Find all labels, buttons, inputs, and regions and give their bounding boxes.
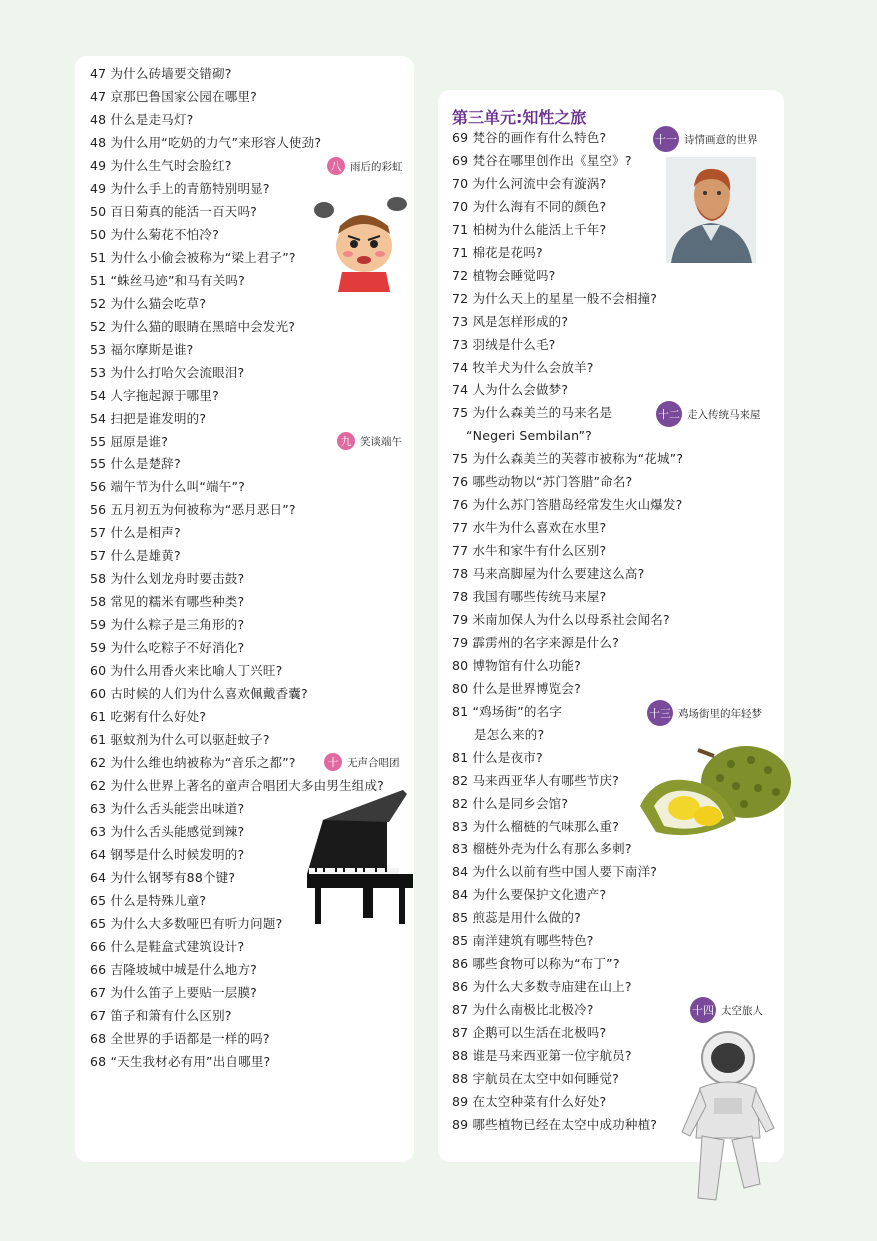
lesson-badge-12 [656,401,761,427]
toc-entry: 76 哪些动物以“苏门答腊”命名? [452,474,633,490]
toc-entry: 82 什么是同乡会馆? [452,795,569,811]
toc-entry: 74 牧羊犬为什么会放羊? [452,359,594,375]
toc-entry: 66 什么是鞋盒式建筑设计? [90,938,245,954]
lesson-badge-14 [690,997,763,1023]
toc-entry: 85 煎蕊是用什么做的? [452,910,581,926]
toc-entry: 是怎么来的? [474,726,545,742]
toc-entry: 89 哪些植物已经在太空中成功种植? [452,1116,658,1132]
toc-entry: 57 什么是雄黄? [90,548,181,564]
lesson-badge-13 [647,700,762,726]
toc-entry: 85 南洋建筑有哪些特色? [452,933,594,949]
toc-entry: 74 人为什么会做梦? [452,382,569,398]
toc-entry: 51 “蛛丝马迹”和马有关吗? [90,272,245,288]
toc-entry: 80 什么是世界博览会? [452,680,581,696]
toc-entry: 54 扫把是谁发明的? [90,410,207,426]
astronaut-icon [680,1028,776,1206]
toc-entry: 50 百日菊真的能活一百天吗? [90,203,258,219]
toc-entry: 68 全世界的手语都是一样的吗? [90,1030,270,1046]
badge-label: 太空旅人 [721,1004,763,1017]
angry-boy-icon [312,196,412,292]
toc-entry: 70 为什么河流中会有漩涡? [452,175,607,191]
toc-entry: 63 为什么舌头能尝出味道? [90,801,245,817]
toc-entry: 80 博物馆有什么功能? [452,657,581,673]
toc-entry: 57 什么是相声? [90,525,181,541]
toc-entry: 58 为什么划龙舟时要击鼓? [90,571,245,587]
toc-entry: 47 为什么砖墙要交错砌? [90,66,232,81]
lesson-badge-9 [337,432,402,450]
toc-entry: 53 福尔摩斯是谁? [90,341,194,357]
toc-entry: 69 梵谷的画作有什么特色? [452,130,607,145]
toc-entry: 86 哪些食物可以称为“布丁”? [452,956,620,972]
toc-entry: 60 古时候的人们为什么喜欢佩戴香囊? [90,686,308,702]
badge-number: 九 [337,432,355,450]
toc-entry: 58 常见的糯米有哪些种类? [90,594,245,610]
toc-entry: 82 马来西亚华人有哪些节庆? [452,772,620,788]
lesson-badge-11 [653,126,758,152]
toc-entry: “Negeri Sembilan”? [466,428,593,444]
toc-entry: 68 “天生我材必有用”出自哪里? [90,1053,271,1069]
toc-entry: 75 为什么森美兰的马来名是 [452,405,613,421]
toc-entry: 71 柏树为什么能活上千年? [452,221,607,237]
badge-label: 无声合唱团 [347,756,400,769]
toc-entry: 81 “鸡场街”的名字 [452,703,563,719]
toc-entry: 56 五月初五为何被称为“恶月恶日”? [90,502,296,518]
badge-label: 走入传统马来屋 [687,408,761,421]
badge-label: 雨后的彩虹 [350,160,403,173]
toc-entry: 83 榴梿外壳为什么有那么多刺? [452,841,632,857]
toc-entry: 72 植物会睡觉吗? [452,267,556,283]
toc-entry: 53 为什么打哈欠会流眼泪? [90,364,245,380]
toc-entry: 67 笛子和箫有什么区别? [90,1007,232,1023]
toc-entry: 84 为什么要保护文化遗产? [452,887,607,903]
badge-number: 十一 [653,126,679,152]
toc-entry: 55 屈原是谁? [90,433,169,449]
lesson-badge-8 [327,157,403,175]
toc-entry: 50 为什么菊花不怕冷? [90,226,219,242]
toc-entry: 73 羽绒是什么毛? [452,336,556,352]
badge-number: 十 [324,753,342,771]
toc-entry: 72 为什么天上的星星一般不会相撞? [452,290,658,306]
piano-icon [303,790,413,926]
toc-entry: 65 为什么大多数哑巴有听力问题? [90,915,283,931]
toc-entry: 52 为什么猫的眼睛在黑暗中会发光? [90,318,296,334]
toc-entry: 48 什么是走马灯? [90,111,194,127]
badge-number: 十三 [647,700,673,726]
toc-entry: 88 宇航员在太空中如何睡觉? [452,1070,620,1086]
toc-entry: 78 马来高脚屋为什么要建这么高? [452,566,645,582]
toc-entry: 70 为什么海有不同的颜色? [452,198,607,214]
toc-entry: 87 企鹅可以生活在北极吗? [452,1025,607,1041]
toc-entry: 71 棉花是花吗? [452,244,543,260]
badge-label: 诗情画意的世界 [684,133,758,146]
toc-entry: 60 为什么用香火来比喻人丁兴旺? [90,663,283,679]
toc-entry: 61 吃粥有什么好处? [90,709,207,725]
unit-title: 第三单元:知性之旅 [452,108,587,127]
toc-entry: 89 在太空种菜有什么好处? [452,1093,607,1109]
toc-entry: 78 我国有哪些传统马来屋? [452,589,607,604]
toc-entry: 65 什么是特殊儿童? [90,892,207,908]
toc-entry: 59 为什么吃粽子不好消化? [90,640,245,656]
toc-entry: 83 为什么榴梿的气味那么重? [452,818,620,834]
toc-entry: 54 人字拖起源于哪里? [90,387,219,403]
toc-entry: 69 梵谷在哪里创作出《星空》? [452,152,632,168]
toc-entry: 77 水牛和家牛有什么区别? [452,543,607,559]
toc-entry: 67 为什么笛子上要贴一层膜? [90,984,258,1000]
badge-number: 十四 [690,997,716,1023]
toc-entry: 88 谁是马来西亚第一位宇航员? [452,1048,632,1063]
toc-entry: 62 为什么维也纳被称为“音乐之都”? [90,755,296,771]
toc-entry: 77 水牛为什么喜欢在水里? [452,520,607,536]
toc-entry: 81 什么是夜市? [452,749,543,765]
badge-number: 十二 [656,401,682,427]
toc-entry: 87 为什么南极比北极冷? [452,1002,594,1018]
toc-entry: 56 端午节为什么叫“端午”? [90,479,245,495]
toc-entry: 66 吉隆坡城中城是什么地方? [90,961,258,977]
toc-entry: 64 为什么钢琴有88个键? [90,869,236,885]
toc-entry: 86 为什么大多数寺庙建在山上? [452,979,632,995]
toc-entry: 61 驱蚊剂为什么可以驱赶蚊子? [90,732,270,748]
toc-entry: 52 为什么猫会吃草? [90,295,207,311]
toc-entry: 73 风是怎样形成的? [452,313,569,329]
toc-entry: 75 为什么森美兰的芙蓉市被称为“花城”? [452,451,684,467]
toc-entry: 84 为什么以前有些中国人要下南洋? [452,864,658,880]
badge-label: 笑谈端午 [360,435,402,448]
toc-entry: 62 为什么世界上著名的童声合唱团大多由男生组成? [90,778,385,794]
badge-label: 鸡场街里的年轻梦 [678,707,762,720]
toc-entry: 79 霹雳州的名字来源是什么? [452,634,620,650]
toc-entry: 51 为什么小偷会被称为“梁上君子”? [90,249,296,265]
lesson-badge-10 [324,753,400,771]
toc-entry: 48 为什么用“吃奶的力气”来形容人使劲? [90,134,322,150]
van-gogh-portrait [666,157,756,263]
toc-entry: 63 为什么舌头能感觉到辣? [90,824,245,839]
toc-entry: 76 为什么苏门答腊岛经常发生火山爆发? [452,497,683,513]
toc-entry: 79 米南加保人为什么以母系社会闻名? [452,611,670,627]
toc-entry: 64 钢琴是什么时候发明的? [90,846,245,862]
toc-entry: 55 什么是楚辞? [90,456,181,472]
toc-entry: 47 京那巴鲁国家公园在哪里? [90,88,258,104]
badge-number: 八 [327,157,345,175]
durian-icon [636,742,796,842]
toc-entry: 49 为什么生气时会脸红? [90,157,232,173]
toc-entry: 59 为什么粽子是三角形的? [90,617,245,633]
toc-entry: 49 为什么手上的青筋特别明显? [90,180,270,196]
